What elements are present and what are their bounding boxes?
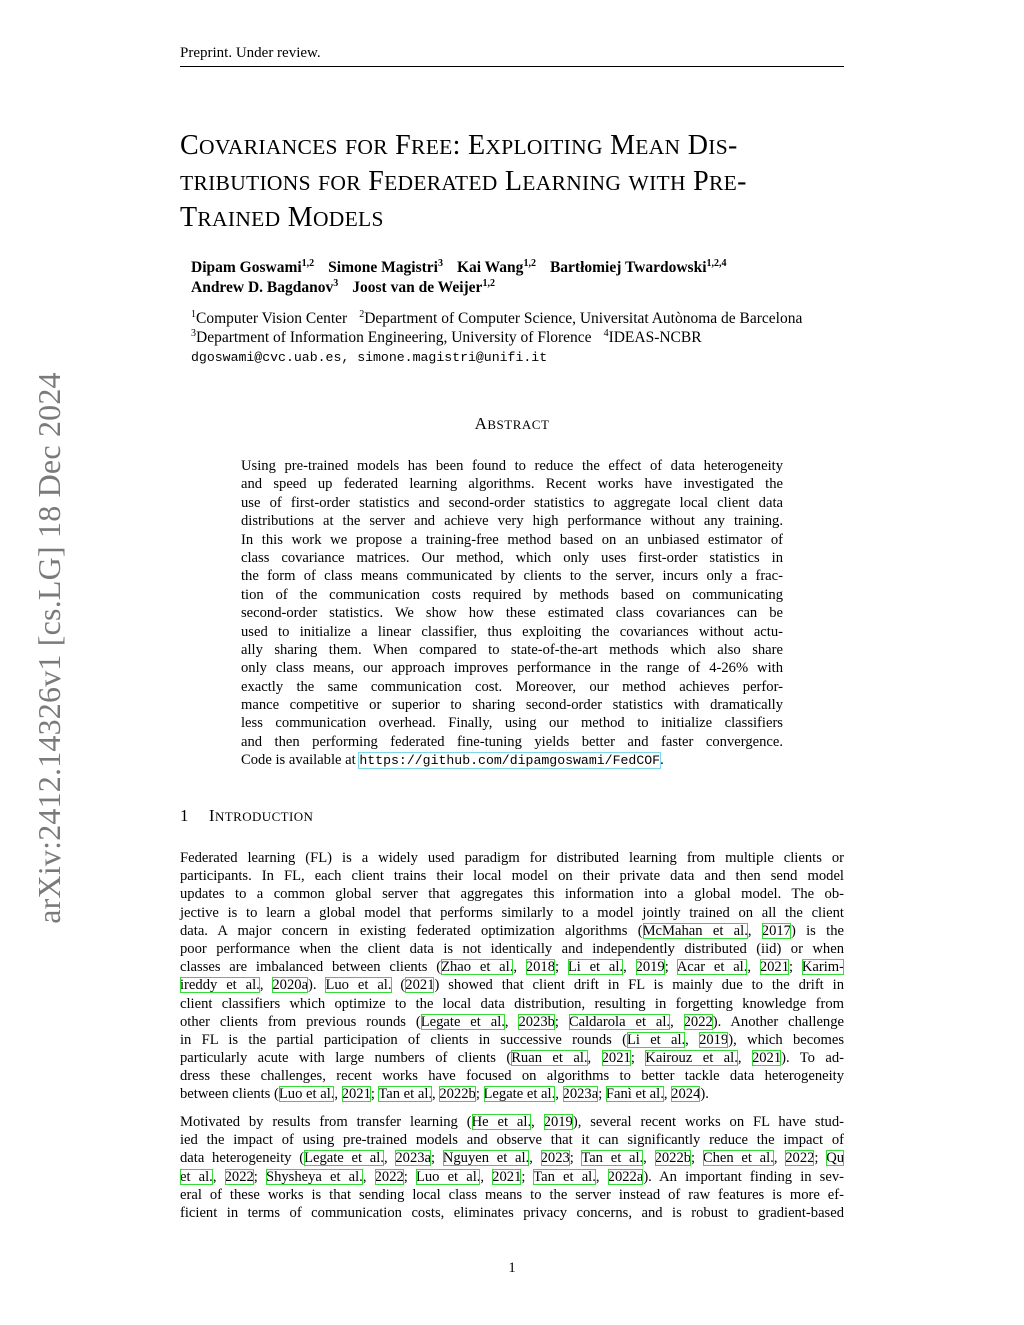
paragraph-line (180, 1186, 844, 1204)
citation-link[interactable]: 2019 (635, 959, 665, 976)
citation-link[interactable]: Shysheya et al. (265, 1168, 363, 1185)
citation-link[interactable]: Acar et al. (676, 959, 748, 976)
author-list (191, 258, 851, 298)
author-name: Bartłomiej Twardowski$^{1,2,4}$ (549, 258, 727, 276)
title-line: COVARIANCES FOR FREE: EXPLOITING MEAN DIS- (180, 130, 738, 161)
author-name: Joost van de Weijer$^{1,2}$ (352, 278, 495, 296)
paragraph-text: ), which becomes (728, 1031, 844, 1048)
citation-link[interactable]: ireddy et al. (180, 977, 260, 994)
citation-link[interactable]: Legate et al. (304, 1150, 384, 1167)
paragraph-line (180, 1149, 844, 1167)
abstract-line: second-order statistics. We show how these estimated class covariances can be (241, 605, 783, 622)
citation-link[interactable]: 2022b (654, 1150, 692, 1167)
paragraph-text: ). (700, 1086, 709, 1103)
affiliation-line (191, 328, 861, 347)
paragraph-text: , (513, 959, 526, 976)
citation-link[interactable]: Legate et al. (483, 1086, 556, 1103)
paragraph-text: eral of these works is that sending local class means to the server instead of raw features is more ef- (180, 1186, 844, 1203)
affiliation-marker: 1,2,4 (706, 258, 727, 269)
code-prefix: Code is available at (241, 752, 360, 769)
citation-link[interactable]: Chen et al. (702, 1150, 774, 1167)
abstract-line: use of first-order statistics and second-order statistics to aggregate local client data (241, 494, 783, 511)
citation-link[interactable]: 2021 (759, 959, 790, 976)
paragraph-line (180, 1031, 844, 1049)
page-number: 1 (508, 1260, 516, 1276)
citation-link[interactable]: 2022 (683, 1013, 713, 1030)
citation-link[interactable]: Tan et al. (378, 1086, 433, 1103)
paragraph-text: other clients from previous rounds ( (180, 1013, 421, 1030)
paragraph-text: , (670, 1013, 684, 1030)
citation-link[interactable]: 2022b (439, 1086, 476, 1103)
code-url-link[interactable]: https://github.com/dipamgoswami/FedCOF (359, 753, 661, 769)
paragraph-text: Motivated by results from transfer learning ( (180, 1114, 472, 1130)
citation-link[interactable]: 2023a (395, 1150, 432, 1167)
author-name: Dipam Goswami$^{1,2}$ (191, 258, 315, 276)
abstract-line: the form of class means communicated by clients to the server, incurs only a frac- (241, 568, 783, 585)
paragraph-text: , (663, 1086, 672, 1103)
citation-link[interactable]: Li et al. (567, 959, 624, 976)
abstract-line: and speed up federated learning algorithms. Recent works have investigated the (241, 476, 783, 493)
citation-link[interactable]: 2018 (525, 959, 555, 976)
citation-link[interactable]: 2023 (540, 1150, 570, 1167)
preprint-note: Preprint. Under review. (180, 45, 321, 61)
abstract-line: distributions at the server and achieve very high performance without any training. (241, 513, 783, 530)
paragraph-line (180, 849, 844, 867)
paragraph-line (180, 1049, 844, 1067)
header-rule (180, 66, 844, 67)
affiliation-marker: 3 (437, 258, 443, 269)
abstract-line: tion of the communication costs required by methods based on communicating (241, 586, 783, 603)
paragraph-line (180, 976, 844, 994)
paragraph-text: , (595, 1168, 608, 1185)
paragraph-text: , (259, 977, 273, 994)
author-name: Simone Magistri$^3$ (328, 258, 443, 276)
paragraph-line (180, 867, 844, 885)
paragraph-text: , (773, 1150, 786, 1167)
paragraph-text: , (529, 1150, 541, 1167)
paragraph-text: ), several recent works on FL have stud- (572, 1114, 845, 1130)
paragraph-text: ). To ad- (781, 1050, 845, 1067)
affiliation-list (191, 309, 861, 347)
citation-link[interactable]: Ruan et al. (511, 1050, 588, 1067)
citation-link[interactable]: Luo et al. (278, 1086, 335, 1103)
citation-link[interactable]: Zhao et al. (441, 959, 514, 976)
citation-link[interactable]: 2021 (751, 1050, 782, 1067)
paragraph-text: , (747, 959, 760, 976)
paragraph-text: , (383, 1150, 396, 1167)
affiliation: $^3$Department of Information Engineering, University of Florence (191, 328, 592, 346)
intro-paragraph-2 (180, 1113, 844, 1222)
paragraph-text: ; (554, 959, 568, 976)
code-suffix: . (660, 752, 664, 769)
paragraph-line (180, 885, 844, 903)
author-line (191, 278, 851, 298)
citation-link[interactable]: 2022 (374, 1168, 404, 1185)
affiliation: $^2$Department of Computer Science, Universitat Autònoma de Barcelona (359, 309, 803, 327)
paragraph-text: , (480, 1168, 493, 1185)
paragraph-text: jective is to learn a global model that performs similarly to a model jointly trained on all the client (180, 904, 844, 921)
paragraph-text: participants. In FL, each client trains their local model on their private data and then send model (180, 868, 844, 885)
paragraph-line (180, 940, 844, 958)
citation-link[interactable]: 2021 (601, 1050, 631, 1067)
citation-link[interactable]: McMahan et al. (642, 922, 748, 939)
intro-paragraph-1 (180, 849, 844, 1104)
abstract-line: In this work we propose a training-free method based on an unbiased estimator of (241, 531, 783, 548)
citation-link[interactable]: 2021 (405, 977, 435, 994)
paragraph-text: Federated learning (FL) is a widely used paradigm for distributed learning from multiple clients or (180, 850, 844, 866)
citation-link[interactable]: Fanì et al. (605, 1086, 664, 1103)
citation-link[interactable]: Caldarola et al. (568, 1013, 671, 1030)
paragraph-text: ; (253, 1168, 266, 1185)
affiliation-marker: 3 (333, 278, 339, 289)
citation-link[interactable]: Karim- (801, 959, 845, 976)
affiliation: $^4$IDEAS-NCBR (603, 328, 702, 346)
citation-link[interactable]: 2020a (272, 977, 309, 994)
citation-link[interactable]: 2023a (562, 1086, 599, 1103)
citation-link[interactable]: Kairouz et al. (645, 1050, 738, 1067)
paragraph-text: ; (554, 1013, 569, 1030)
paragraph-text: particularly acute with large numbers of clients ( (180, 1050, 512, 1067)
paragraph-text: ; (630, 1050, 646, 1067)
abstract-line: class covariance matrices. Our method, which only uses first-order statistics in (241, 549, 783, 566)
paragraph-text: , (531, 1114, 544, 1130)
paragraph-text: , (747, 922, 762, 939)
citation-link[interactable]: Luo et al. (325, 977, 392, 994)
paragraph-text: client classifiers which optimize to the local data distribution, resulting in forgetting knowledge from (180, 995, 844, 1012)
author-line (191, 258, 851, 278)
paragraph-text: data. A major concern in existing federated optimization algorithms ( (180, 922, 643, 939)
paragraph-text: ficient in terms of communication costs, eliminates privacy concerns, and is robust to gradient-based (180, 1204, 844, 1221)
affiliation-marker: 1,2 (301, 258, 315, 269)
section-number: 1 (180, 806, 189, 825)
paragraph-text: ; (691, 1150, 703, 1167)
paragraph-text: ) is the (790, 922, 844, 939)
paragraph-text: , (432, 1086, 440, 1103)
abstract-line: less communication overhead. Finally, using our method to initialize classifiers (241, 715, 783, 732)
paragraph-text: ; (475, 1086, 484, 1103)
paragraph-text: classes are imbalanced between clients ( (180, 959, 442, 976)
paragraph-text: , (623, 959, 636, 976)
affiliation-marker: 1,2 (523, 258, 536, 269)
paragraph-text: , (212, 1168, 225, 1185)
paragraph-text: poor performance when the client data is not identically and independently distributed (iid) or when (180, 940, 844, 957)
paragraph-text: , (555, 1086, 563, 1103)
paragraph-text: ; (814, 1150, 827, 1167)
abstract-line: Using pre-trained models has been found to reduce the effect of data heterogeneity (241, 458, 783, 474)
arxiv-identifier-stamp: arXiv:2412.14326v1 [cs.LG] 18 Dec 2024 (31, 372, 67, 924)
section-title: INTRODUCTION (208, 806, 314, 825)
paragraph-line (180, 1113, 844, 1131)
abstract-heading: ABSTRACT (474, 414, 550, 433)
affiliation-line (191, 309, 861, 328)
paragraph-text: ; (569, 1150, 582, 1167)
abstract-line: used to initialize a linear classifier, thus exploiting the covariances without actu- (241, 623, 783, 640)
paragraph-text: , (362, 1168, 375, 1185)
paragraph-text: , (334, 1086, 342, 1103)
citation-link[interactable]: 2021 (341, 1086, 371, 1103)
paragraph-text: , (587, 1050, 602, 1067)
code-availability-line (241, 751, 783, 769)
citation-link[interactable]: Tan et al. (581, 1150, 644, 1167)
paragraph-text: ). An important finding in sev- (643, 1168, 844, 1185)
paragraph-line (180, 1131, 844, 1149)
paragraph-text: ; (403, 1168, 416, 1185)
abstract-line: exactly the same communication cost. Moreover, our method achieves perfor- (241, 678, 783, 695)
author-name: Andrew D. Bagdanov$^3$ (191, 278, 339, 296)
paragraph-text: ; (370, 1086, 379, 1103)
paragraph-text: , (504, 1013, 519, 1030)
abstract-line: mance competitive or superior to sharing second-order statistics with dramatically (241, 697, 783, 714)
citation-link[interactable]: 2022a (607, 1168, 644, 1185)
paragraph-text: , (737, 1050, 752, 1067)
author-emails: dgoswami@cvc.uab.es, simone.magistri@unifi.it (191, 350, 548, 365)
citation-link[interactable]: He et al. (471, 1114, 532, 1130)
paragraph-text: in FL is the partial participation of clients in successive rounds ( (180, 1031, 627, 1048)
paragraph-text: ( (391, 977, 406, 994)
citation-link[interactable]: 2019 (699, 1031, 729, 1048)
paragraph-text: ). Another challenge (712, 1013, 844, 1030)
paragraph-text: ) showed that client drift in FL is mainly due to the drift in (434, 977, 844, 994)
author-name: Kai Wang$^{1,2}$ (456, 258, 536, 276)
citation-link[interactable]: 2022 (785, 1150, 815, 1167)
citation-link[interactable]: Tan et al. (533, 1168, 596, 1185)
citation-link[interactable]: 2021 (492, 1168, 522, 1185)
paragraph-text: , (685, 1031, 700, 1048)
paragraph-text: updates to a common global server that aggregates this information into a global model. The ob- (180, 886, 844, 903)
paragraph-text: ; (521, 1168, 534, 1185)
citation-link[interactable]: Qu (826, 1150, 845, 1167)
citation-link[interactable]: 2019 (543, 1114, 573, 1130)
citation-link[interactable]: 2023b (518, 1013, 555, 1030)
abstract-line: and then performing federated fine-tuning yields better and faster convergence. (241, 733, 783, 750)
citation-link[interactable]: 2022 (224, 1168, 254, 1185)
paragraph-line (180, 922, 844, 940)
paragraph-line (180, 995, 844, 1013)
affiliation: $^1$Computer Vision Center (191, 309, 348, 327)
paragraph-text: ; (598, 1086, 606, 1103)
section-heading-introduction (180, 806, 313, 827)
paragraph-line (180, 1168, 844, 1186)
paragraph-text: ; (664, 959, 677, 976)
paragraph-text: dress these challenges, recent works have focused on algorithms to better tackle data heterogeneity (180, 1068, 844, 1085)
paragraph-line (180, 904, 844, 922)
paragraph-text: ). (308, 977, 326, 994)
paragraph-line (180, 1204, 844, 1222)
citation-link[interactable]: Li et al. (626, 1031, 686, 1048)
citation-link[interactable]: 2024 (671, 1086, 701, 1103)
title-line: TRIBUTIONS FOR FEDERATED LEARNING WITH PRE- (180, 166, 747, 197)
abstract-line: only class means, our approach improves performance in the range of 4-26% with (241, 660, 783, 677)
abstract-line: ally sharing them. When compared to state-of-the-art methods which also share (241, 641, 783, 658)
paragraph-text: ied the impact of using pre-trained models and observe that it can significantly reduce the impact of (180, 1132, 844, 1149)
title-line: TRAINED MODELS (180, 202, 384, 233)
citation-link[interactable]: Nguyen et al. (442, 1150, 530, 1167)
paragraph-line (180, 958, 844, 976)
paragraph-text: data heterogeneity ( (180, 1150, 305, 1167)
paragraph-line (180, 1085, 844, 1103)
paragraph-line (180, 1067, 844, 1085)
citation-link[interactable]: Luo et al. (415, 1168, 481, 1185)
paragraph-text: ; (789, 959, 802, 976)
paragraph-line (180, 1013, 844, 1031)
paragraph-text: between clients ( (180, 1086, 279, 1103)
paper-title (180, 128, 844, 236)
paragraph-text: , (643, 1150, 655, 1167)
citation-link[interactable]: 2017 (761, 922, 791, 939)
paragraph-text: ; (431, 1150, 443, 1167)
citation-link[interactable]: et al. (180, 1168, 213, 1185)
citation-link[interactable]: Legate et al. (420, 1013, 505, 1030)
affiliation-marker: 1,2 (482, 278, 495, 289)
abstract-body (241, 457, 783, 770)
